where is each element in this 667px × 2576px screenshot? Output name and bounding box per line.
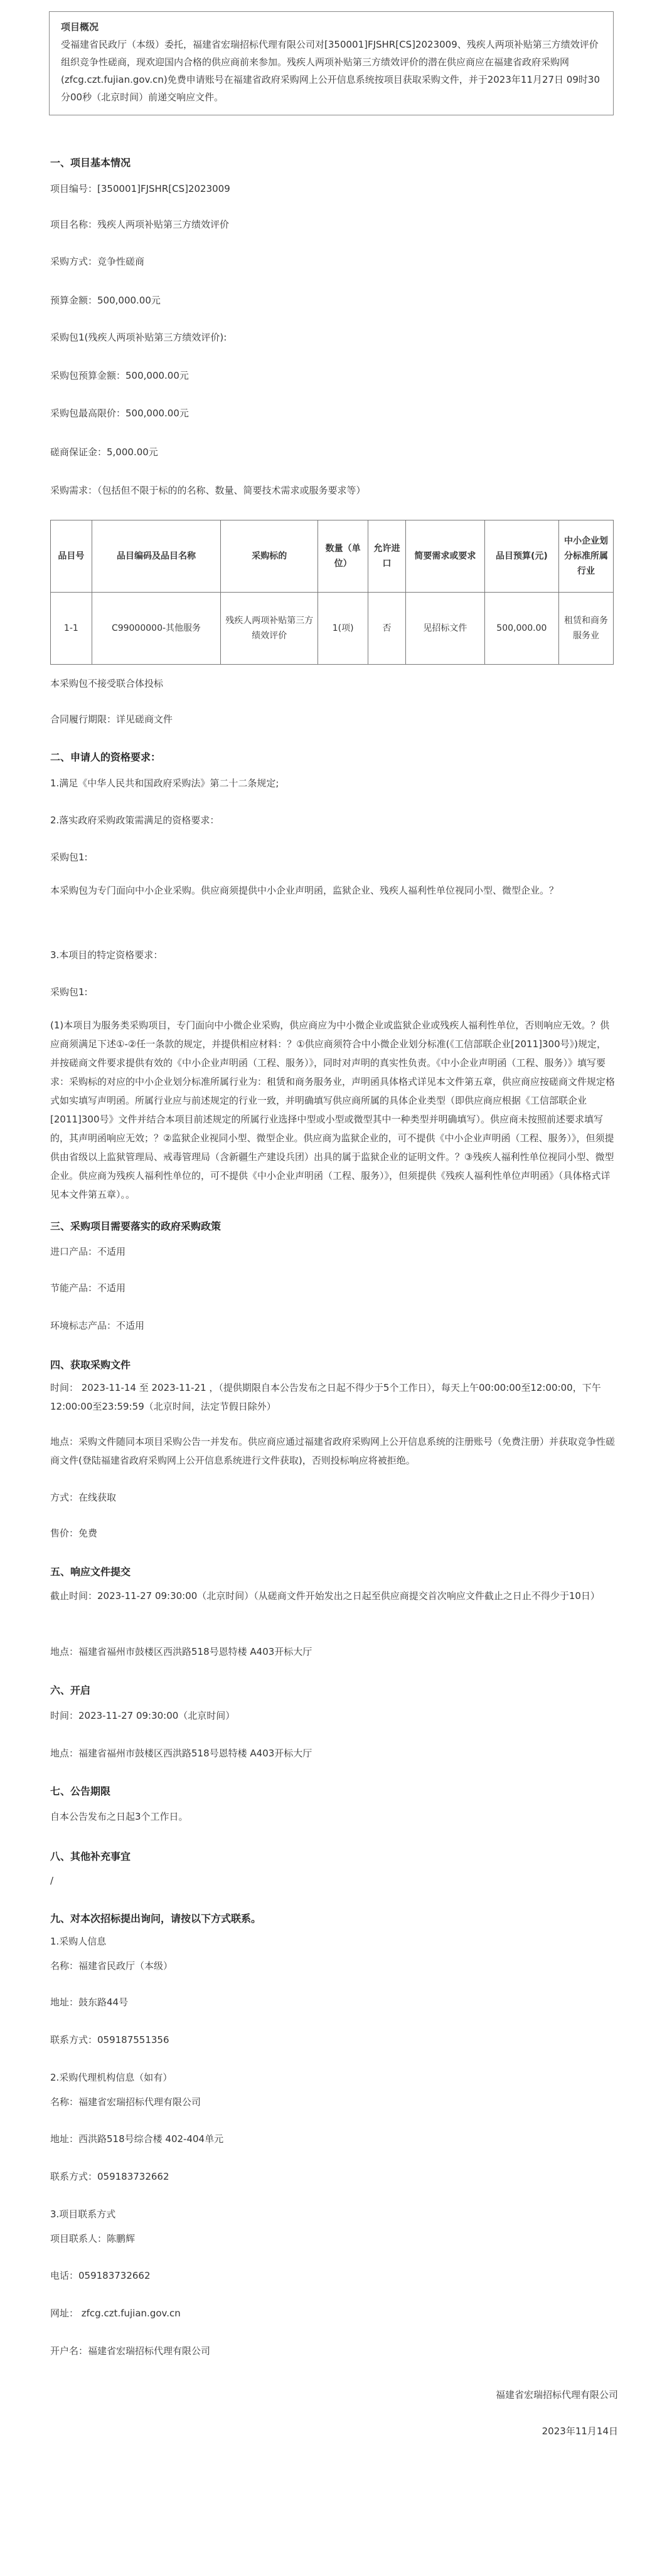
- opening-time: 时间：2023-11-27 09:30:00（北京时间）: [50, 1710, 235, 1721]
- package-label: 采购包1:: [50, 986, 88, 998]
- overview-text: 受福建省民政厅（本级）委托，福建省宏瑞招标代理有限公司对[350001]FJSHR[CS]2023009、残疾人两项补贴第三方绩效评价组织竞争性磋商，现欢迎国内合格的供应商前来参加。残疾人两项补贴第三方绩效评价的潜在供应商应在福建省政府采购网(zfcg.czt.fujian.gov.cn)免费申请账号在福建省政府采购网上公开信息系统按项目获取采购文件，并于2023年11月27日 09时30分00秒（北京时间）前递交响应文件。: [61, 39, 600, 103]
- section-4-heading: 四、获取采购文件: [50, 1359, 131, 1371]
- project-number: 项目编号：[350001]FJSHR[CS]2023009: [50, 183, 230, 194]
- footer-date: 2023年11月14日: [542, 2426, 618, 2437]
- contact-phone: 电话：059183732662: [50, 2270, 151, 2281]
- qualification-1: 1.满足《中华人民共和国政府采购法》第二十二条规定;: [50, 778, 279, 789]
- table-cell: C99000000-其他服务: [92, 593, 221, 665]
- items-table: [50, 520, 614, 665]
- table-header: 简要需求或要求: [405, 520, 484, 593]
- section-2-heading: 二、申请人的资格要求：: [50, 751, 161, 763]
- specific-requirements: (1)本项目为服务类采购项目，专门面向中小微企业采购，供应商应为中小微企业或监狱企业或残疾人福利性单位，否则响应无效。？供应商须满足下述①-②任一条款的规定，并提供相应材料：？①供应商须符合中小微企业划分标准(《工信部联企业[2011]300号》)规定，并按磋商文件要求提供有效的《中小企业声明函（工程、服务）》，同时对声明的真实性负责。《中小企业声明函（工程、服务）》填写要求：采购标的对应的中小企业划分标准所属行业为：租赁和商务服务业，声明函具体格式详见本文件第五章，供应商应按磋商文件规定格式如实填写声明函。所属行业应与前述规定的行业一致，并明确填写供应商所属的具体企业类型（即供应商应根据《工信部联企业[2011]300号》文件并结合本项目前述规定的所属行业选择中型或小型或微型其中一种类型并明确填写）。供应商未按照前述要求填写的，其声明函响应无效；？②监狱企业视同小型、微型企业。供应商为监狱企业的，可不提供《中小企业声明函（工程、服务）》，但须提供由省级以上监狱管理局、戒毒管理局（含新疆生产建设兵团）出具的属于监狱企业的证明文件。？③残疾人福利性单位视同小型、微型企业。供应商为残疾人福利性单位的，可不提供《中小企业声明函（工程、服务）》，但须提供《残疾人福利性单位声明函》（具体格式详见本文件第五章）。。: [50, 1020, 616, 1200]
- agent-contact: 联系方式：059183732662: [50, 2171, 169, 2182]
- acquire-place: 地点：采购文件随同本项目采购公告一并发布。供应商应通过福建省政府采购网上公开信息系统的注册账号（免费注册）并获取竞争性磋商文件(登陆福建省政府采购网上公开信息系统进行文件获取)，否则投标响应将被拒绝。: [50, 1436, 616, 1466]
- buyer-name: 名称：福建省民政厅（本级）: [50, 1960, 173, 1972]
- buyer-contact: 联系方式：059187551356: [50, 2034, 169, 2045]
- section-3-heading: 三、采购项目需要落实的政府采购政策: [50, 1220, 221, 1232]
- section-8-heading: 八、其他补充事宜: [50, 1850, 131, 1862]
- sme-requirement: 本采购包为专门面向中小企业采购。供应商须提供中小企业声明函，监狱企业、残疾人福利性单位视同小型、微型企业。？: [50, 885, 559, 896]
- overview-title: 项目概况: [61, 21, 99, 33]
- submission-deadline: 截止时间：2023-11-27 09:30:00（北京时间）（从磋商文件开始发出之日起至供应商提交首次响应文件截止之日止不得少于10日）: [50, 1590, 600, 1602]
- section-5-heading: 五、响应文件提交: [50, 1566, 131, 1578]
- contract-term: 合同履行期限：详见磋商文件: [50, 714, 173, 725]
- policy-import: 进口产品：不适用: [50, 1246, 126, 1257]
- agent-title: 2.采购代理机构信息（如有）: [50, 2072, 173, 2083]
- procurement-demand: 采购需求：（包括但不限于标的的名称、数量、简要技术需求或服务要求等）: [50, 485, 366, 496]
- acquire-method: 方式：在线获取: [50, 1492, 117, 1503]
- agent-address: 地址：西洪路518号综合楼 402-404单元: [50, 2133, 224, 2145]
- table-cell: 1-1: [51, 593, 92, 665]
- table-cell: 1(项): [318, 593, 368, 665]
- table-header: 数量（单位）: [318, 520, 368, 593]
- policy-environment: 环境标志产品：不适用: [50, 1320, 145, 1331]
- table-header: 品目预算(元): [484, 520, 558, 593]
- table-cell: 残疾人两项补贴第三方绩效评价: [221, 593, 318, 665]
- website: 网址： zfcg.czt.fujian.gov.cn: [50, 2308, 181, 2319]
- section-6-heading: 六、开启: [50, 1684, 91, 1696]
- table-cell: 租赁和商务服务业: [558, 593, 613, 665]
- contact-title: 3.项目联系方式: [50, 2209, 116, 2220]
- no-joint-bid: 本采购包不接受联合体投标: [50, 678, 164, 689]
- acquire-time: 时间： 2023-11-14 至 2023-11-21 ，（提供期限自本公告发布之日起不得少于5个工作日），每天上午00:00:00至12:00:00，下午12:00:00至23:59:59（北京时间，法定节假日除外）: [50, 1382, 601, 1412]
- acquire-price: 售价：免费: [50, 1528, 98, 1539]
- overview-box: [49, 11, 614, 115]
- table-header-row: [51, 520, 614, 593]
- package-label: 采购包1:: [50, 852, 88, 863]
- table-row: [51, 593, 614, 665]
- contact-person: 项目联系人：陈鹏辉: [50, 2233, 136, 2244]
- account-name: 开户名：福建省宏瑞招标代理有限公司: [50, 2345, 211, 2357]
- deposit: 磋商保证金：5,000.00元: [50, 446, 158, 458]
- budget-amount: 预算金额：500,000.00元: [50, 295, 161, 306]
- table-header: 中小企业划分标准所属行业: [558, 520, 613, 593]
- package-title: 采购包1(残疾人两项补贴第三方绩效评价):: [50, 332, 227, 343]
- project-name: 项目名称：残疾人两项补贴第三方绩效评价: [50, 219, 230, 230]
- table-cell: 见招标文件: [405, 593, 484, 665]
- package-budget: 采购包预算金额：500,000.00元: [50, 370, 189, 381]
- table-header: 采购标的: [221, 520, 318, 593]
- section-1-heading: 一、项目基本情况: [50, 157, 131, 169]
- table-cell: 500,000.00: [484, 593, 558, 665]
- supplementary: /: [50, 1875, 54, 1886]
- policy-energy: 节能产品：不适用: [50, 1282, 126, 1294]
- table-header: 品目编码及品目名称: [92, 520, 221, 593]
- buyer-address: 地址：鼓东路44号: [50, 1997, 129, 2008]
- notice-period: 自本公告发布之日起3个工作日。: [50, 1811, 188, 1822]
- table-cell: 否: [368, 593, 406, 665]
- opening-place: 地点：福建省福州市鼓楼区西洪路518号恩特楼 A403开标大厅: [50, 1748, 312, 1759]
- section-7-heading: 七、公告期限: [50, 1785, 111, 1797]
- footer-company: 福建省宏瑞招标代理有限公司: [495, 2389, 618, 2400]
- section-9-heading: 九、对本次招标提出询问，请按以下方式联系。: [50, 1913, 262, 1924]
- qualification-3: 3.本项目的特定资格要求：: [50, 949, 163, 961]
- table-header: 允许进口: [368, 520, 406, 593]
- buyer-title: 1.采购人信息: [50, 1936, 107, 1947]
- qualification-2: 2.落实政府采购政策需满足的资格要求：: [50, 815, 220, 826]
- procurement-method: 采购方式：竞争性磋商: [50, 256, 145, 267]
- submission-place: 地点：福建省福州市鼓楼区西洪路518号恩特楼 A403开标大厅: [50, 1646, 312, 1657]
- package-max-price: 采购包最高限价：500,000.00元: [50, 408, 189, 419]
- table-header: 品目号: [51, 520, 92, 593]
- agent-name: 名称：福建省宏瑞招标代理有限公司: [50, 2096, 201, 2108]
